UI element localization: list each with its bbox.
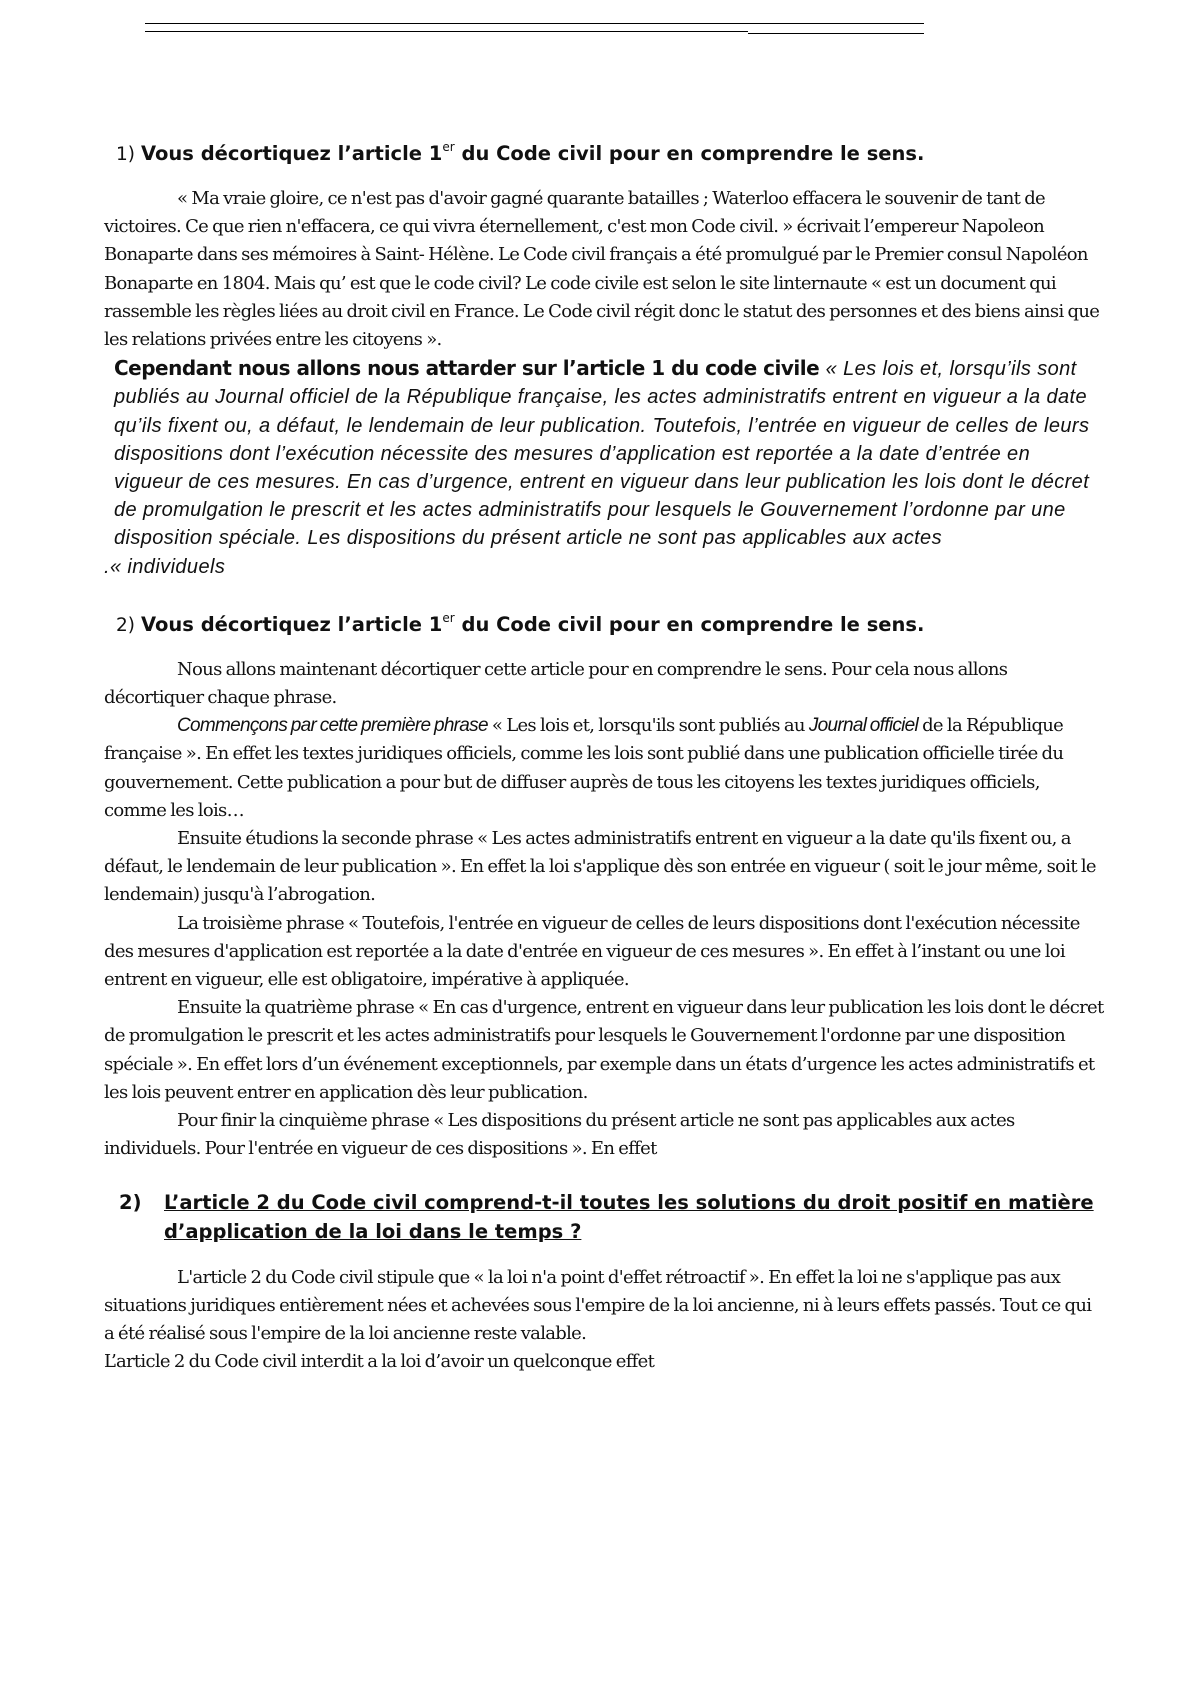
section1-heading-text-end: du Code civil pour en comprendre le sens.: [454, 142, 925, 165]
section3-heading-part-b: d’application de la loi dans le temps ?: [164, 1219, 582, 1243]
section3-paragraph: L'article 2 du Code civil stipule que « la loi n'a point d'effet rétroactif ». En effet la loi ne s'applique pas aux situations juridiques entièrement nées et achevées sous l'empire de la loi ancienne, ni à leurs effets passés. Tout ce qui a été réalisé sous l'empire de la loi ancienne reste valable.: [104, 1266, 1092, 1344]
section1-number: 1): [116, 144, 135, 165]
header-rule-top: [145, 23, 924, 24]
header-rule-bottom-right: [748, 33, 924, 34]
document-body: [104, 140, 1104, 1376]
section2-paragraph-3: Ensuite étudions la seconde phrase « Les actes administratifs entrent en vigueur a la date qu'ils fixent ou, a défaut, le lendemain de leur publication ». En effet la loi s'applique dès son entrée en vigueur ( soit le jour même, soit le lendemain) jusqu'à l’abrogation.: [104, 828, 1096, 906]
section2-paragraph-4: La troisième phrase « Toutefois, l'entrée en vigueur de celles de leurs dispositions dont l'exécution nécessite des mesures d'application est reportée a la date d'entrée en vigueur de ces mesures ». En effet à l’instant ou une loi entrent en vigueur, elle est obligatoire, impérative à appliquée.: [104, 912, 1080, 991]
article1-quote-tail: .« individuels: [104, 555, 226, 578]
section3-number: 2): [119, 1190, 142, 1214]
section2-heading-text-end: du Code civil pour en comprendre le sens.: [454, 612, 925, 636]
section1-heading-text: Vous décortiquez l’article 1: [141, 142, 443, 165]
section2-paragraph-6: Pour finir la cinquième phrase « Les dispositions du présent article ne sont pas applicables aux actes individuels. Pour l'entrée en vigueur de ces dispositions ». En effet: [104, 1110, 1015, 1160]
section2-heading: [116, 611, 1104, 640]
section2-paragraph-1: Nous allons maintenant décortiquer cette article pour en comprendre le sens. Pour cela nous allons décortiquer chaque phrase.: [104, 658, 1008, 709]
section1-heading: [116, 140, 1104, 169]
article1-quote: « Les lois et, lorsqu’ils sont publiés au Journal officiel de la République française, les actes administratifs entrent en vigueur a la date qu’ils fixent ou, a défaut, le lendemain de leur publication. Toutefois, l’entrée en vigueur de celles de leurs dispositions dont l’exécution nécessite des mesures d’application est reportée a la date d’entrée en vigueur de ces mesures. En cas d’urgence, entrent en vigueur dans leur publication les lois dont le décret de promulgation le prescrit et les actes administratifs pour lesquels le Gouvernement l’ordonne par une disposition spéciale. Les dispositions du présent article ne sont pas applicables aux actes: [114, 358, 1090, 550]
section2-heading-text: Vous décortiquez l’article 1: [141, 612, 443, 636]
article1-intro: Cependant nous allons nous attarder sur l’article 1 du code civile: [114, 356, 826, 381]
section2-p2-journal: Journal officiel: [808, 715, 919, 737]
section2-p2-italic: Commençons par cette première phrase: [177, 715, 488, 737]
header-rule-bottom-left: [145, 31, 748, 32]
section3-heading-part-a: L’article 2 du Code civil comprend-t-il toutes les solutions du droit positif en matière: [164, 1190, 1094, 1214]
section3-closing: L’article 2 du Code civil interdit a la loi d’avoir un quelconque effet: [104, 1351, 655, 1373]
section2-heading-sup: er: [442, 610, 455, 625]
section2-p2-quote: « Les lois et, lorsqu'ils sont publiés au: [487, 715, 809, 737]
section2-paragraph-5: Ensuite la quatrième phrase « En cas d'urgence, entrent en vigueur dans leur publication les lois dont le décret de promulgation le prescrit et les actes administratifs pour lesquels le Gouvernement l'ordonne par une disposition spéciale ». En effet lors d’un événement exceptionnels, par exemple dans un états d’urgence les actes administratifs et les lois peuvent entrer en application dès leur publication.: [104, 997, 1104, 1103]
section3-heading: [104, 1188, 1104, 1246]
section2-paragraph-2: [104, 712, 1104, 825]
section2-p2-rest: de la République française ». En effet les textes juridiques officiels, comme les lois sont publié dans une publication officielle tirée du gouvernement. Cette publication a pour but de diffuser auprès de tous les citoyens les textes juridiques officiels, comme les lois…: [104, 715, 1064, 821]
article1-block: [104, 354, 1104, 581]
section1-paragraph: « Ma vraie gloire, ce n'est pas d'avoir gagné quarante batailles ; Waterloo effacera le souvenir de tant de victoires. Ce que rien n'effacera, ce qui vivra éternellement, c'est mon Code civil. » écrivait l’empereur Napoleon Bonaparte dans ses mémoires à Saint- Hélène. Le Code civil français a été promulgué par le Premier consul Napoléon Bonaparte en 1804. Mais qu’ est que le code civil? Le code civile est selon le site linternaute « est un document qui rassemble les règles liées au droit civil en France. Le Code civil régit donc le statut des personnes et des biens ainsi que les relations privées entre les citoyens ».: [104, 188, 1100, 351]
section1-heading-sup: er: [442, 140, 455, 154]
section2-number: 2): [116, 614, 135, 636]
